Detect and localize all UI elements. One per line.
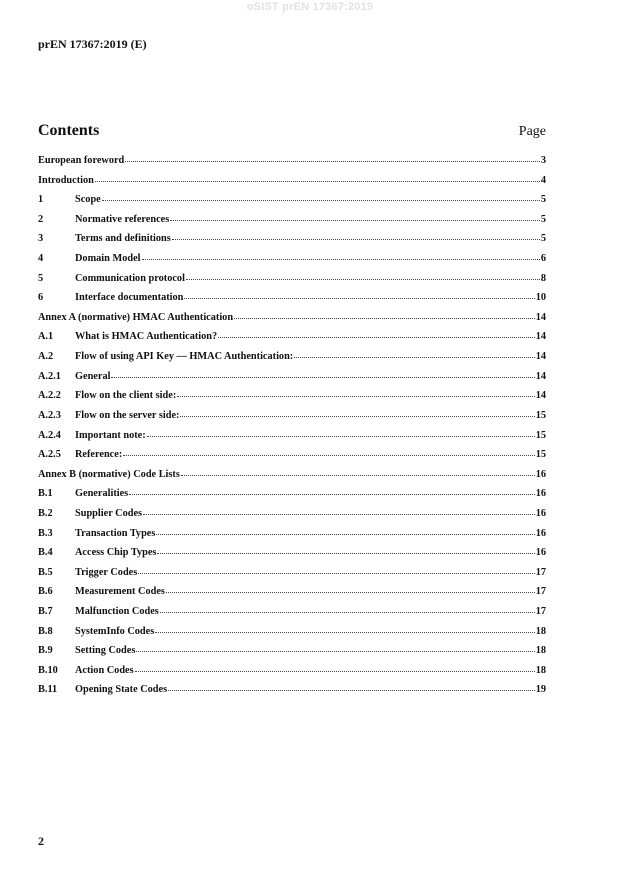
toc-dot-leader (294, 348, 534, 358)
toc-dot-leader (125, 152, 540, 162)
toc-entry-page: 18 (535, 645, 546, 657)
toc-entry-number: A.2.5 (38, 449, 61, 461)
toc-entry[interactable] (38, 329, 546, 349)
page-column-label: Page (518, 124, 546, 139)
toc-entry-number: A.2.2 (38, 390, 61, 402)
toc-entry-number: A.2.4 (38, 429, 61, 441)
toc-entry-page: 17 (535, 566, 546, 578)
toc-entry-page: 3 (540, 155, 546, 166)
toc-entry[interactable] (38, 565, 546, 585)
toc-entry-page: 15 (535, 409, 546, 421)
toc-dot-leader (142, 250, 540, 260)
toc-entry-title: Transaction Types (75, 527, 156, 539)
toc-entry[interactable] (38, 212, 546, 232)
toc-entry[interactable] (38, 153, 546, 173)
toc-entry-title: Trigger Codes (75, 566, 138, 578)
toc-entry[interactable] (38, 428, 546, 448)
toc-dot-leader (123, 446, 534, 456)
toc-entry-number: B.11 (38, 684, 58, 696)
toc-entry-title: European foreword (38, 155, 125, 166)
toc-dot-leader (172, 230, 540, 240)
toc-entry-title: Domain Model (75, 253, 141, 265)
toc-entry-page: 18 (535, 664, 546, 676)
toc-entry-page: 14 (535, 390, 546, 402)
toc-entry-title: Communication protocol (75, 272, 185, 284)
toc-dot-leader (156, 525, 534, 535)
toc-entry-page: 14 (535, 331, 546, 343)
toc-entry-page: 5 (540, 213, 546, 225)
toc-entry-page: 17 (535, 586, 546, 598)
contents-heading (38, 122, 546, 140)
toc-entry-number: 6 (38, 292, 44, 304)
toc-dot-leader (160, 603, 535, 613)
contents-title: Contents (38, 122, 100, 139)
toc-entry[interactable] (38, 604, 546, 624)
toc-entry[interactable] (38, 310, 546, 330)
toc-entry-page: 17 (535, 606, 546, 618)
toc-dot-leader (135, 662, 535, 672)
toc-dot-leader (218, 328, 535, 338)
page-number: 2 (38, 834, 44, 848)
toc-entry-page: 16 (535, 468, 546, 480)
toc-entry[interactable] (38, 271, 546, 291)
toc-entry[interactable] (38, 369, 546, 389)
toc-entry[interactable] (38, 506, 546, 526)
toc-entry[interactable] (38, 388, 546, 408)
toc-entry[interactable] (38, 408, 546, 428)
toc-entry-title: Generalities (75, 488, 129, 500)
toc-entry-title: What is HMAC Authentication? (75, 331, 218, 343)
toc-entry[interactable] (38, 663, 546, 683)
toc-entry-title: Flow of using API Key — HMAC Authentication: (75, 351, 294, 363)
toc-dot-leader (170, 211, 540, 221)
toc-entry[interactable] (38, 192, 546, 212)
toc-entry-page: 8 (540, 272, 546, 284)
toc-entry-title: Opening State Codes (75, 684, 168, 696)
toc-entry-title: General (75, 370, 111, 382)
toc-entry[interactable] (38, 173, 546, 193)
toc-entry-title: Reference: (75, 449, 123, 461)
toc-entry-title: SystemInfo Codes (75, 625, 155, 637)
toc-entry-number: A.2.1 (38, 370, 61, 382)
toc-entry-page: 10 (535, 292, 546, 304)
toc-dot-leader (180, 407, 534, 417)
toc-entry-title: Annex B (normative) Code Lists (38, 468, 180, 480)
toc-entry-page: 14 (535, 351, 546, 363)
toc-entry-title: Action Codes (75, 664, 134, 676)
toc-entry-number: B.5 (38, 566, 53, 578)
toc-entry-page: 15 (535, 449, 546, 461)
toc-entry[interactable] (38, 447, 546, 467)
toc-entry-number: B.6 (38, 586, 53, 598)
toc-entry-page: 5 (540, 194, 546, 206)
toc-dot-leader (234, 309, 535, 319)
toc-entry-title: Setting Codes (75, 645, 136, 657)
toc-entry[interactable] (38, 584, 546, 604)
toc-entry-title: Interface documentation (75, 292, 184, 304)
toc-entry-page: 19 (535, 684, 546, 696)
toc-entry-number: B.8 (38, 625, 53, 637)
toc-entry[interactable] (38, 682, 546, 702)
toc-entry-page: 16 (535, 488, 546, 500)
toc-entry-number: B.7 (38, 606, 53, 618)
toc-entry[interactable] (38, 643, 546, 663)
toc-entry-title: Malfunction Codes (75, 606, 159, 618)
toc-dot-leader (177, 387, 534, 397)
toc-entry-title: Supplier Codes (75, 507, 143, 519)
toc-dot-leader (147, 427, 535, 437)
toc-entry-title: Access Chip Types (75, 547, 157, 559)
toc-entry[interactable] (38, 251, 546, 271)
toc-entry-number: A.2.3 (38, 409, 61, 421)
toc-entry-title: Normative references (75, 213, 170, 225)
toc-entry-number: B.1 (38, 488, 53, 500)
toc-entry-number: B.2 (38, 507, 53, 519)
toc-entry[interactable] (38, 545, 546, 565)
toc-entry-title: Flow on the client side: (75, 390, 177, 402)
toc-dot-leader (181, 466, 535, 476)
toc-entry-number: B.9 (38, 645, 53, 657)
toc-dot-leader (102, 191, 540, 201)
toc-entry-number: A.2 (38, 351, 54, 363)
toc-entry-number: 5 (38, 272, 44, 284)
toc-entry-title: Flow on the server side: (75, 409, 180, 421)
toc-entry-page: 4 (540, 174, 546, 186)
toc-entry-number: 2 (38, 213, 44, 225)
watermark: oSIST prEN 17367:2019 (246, 1, 374, 13)
toc-entry-title: Scope (75, 194, 101, 206)
toc-dot-leader (166, 583, 535, 593)
toc-entry-number: B.4 (38, 547, 53, 559)
toc-entry-page: 16 (535, 507, 546, 519)
toc-dot-leader (184, 289, 534, 299)
toc-entry[interactable] (38, 467, 546, 487)
toc-entry-page: 5 (540, 233, 546, 245)
toc-dot-leader (129, 485, 535, 495)
toc-entry-page: 14 (535, 370, 546, 382)
toc-entry-number: 1 (38, 194, 44, 206)
toc-dot-leader (138, 564, 534, 574)
toc-entry-title: Annex A (normative) HMAC Authentication (38, 311, 234, 323)
table-of-contents (38, 153, 546, 702)
toc-entry-page: 18 (535, 625, 546, 637)
toc-entry-title: Measurement Codes (75, 586, 165, 598)
toc-dot-leader (136, 642, 534, 652)
toc-dot-leader (143, 505, 535, 515)
toc-entry-page: 15 (535, 429, 546, 441)
toc-entry-number: A.1 (38, 331, 54, 343)
toc-entry[interactable] (38, 290, 546, 310)
toc-dot-leader (111, 368, 534, 378)
toc-entry-number: B.3 (38, 527, 53, 539)
toc-entry-number: 4 (38, 253, 44, 265)
toc-entry-number: B.10 (38, 664, 58, 676)
toc-dot-leader (168, 681, 535, 691)
toc-entry-page: 6 (540, 253, 546, 265)
toc-entry-title: Important note: (75, 429, 146, 441)
toc-entry[interactable] (38, 486, 546, 506)
toc-entry-title: Introduction (38, 174, 94, 186)
toc-entry[interactable] (38, 624, 546, 644)
toc-dot-leader (157, 544, 534, 554)
toc-entry-page: 16 (535, 527, 546, 539)
toc-entry-page: 16 (535, 547, 546, 559)
toc-entry[interactable] (38, 526, 546, 546)
toc-entry-number: 3 (38, 233, 44, 245)
document-id: prEN 17367:2019 (E) (38, 37, 147, 51)
toc-dot-leader (155, 623, 534, 633)
toc-entry-title: Terms and definitions (75, 233, 171, 245)
toc-entry[interactable] (38, 231, 546, 251)
toc-entry-page: 14 (535, 311, 546, 323)
toc-dot-leader (95, 172, 540, 182)
toc-dot-leader (186, 270, 540, 280)
toc-entry[interactable] (38, 349, 546, 369)
